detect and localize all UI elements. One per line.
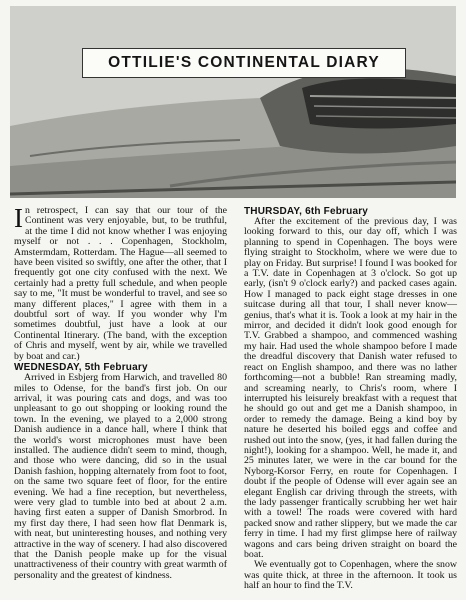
- intro-paragraph: [14, 203, 227, 362]
- title-banner: [82, 48, 406, 78]
- thursday-text-continued: We eventually got to Copenhagen, where the snow was quite thick, at three in the afternoon. It took us half an hour to find the T.V.: [244, 559, 457, 592]
- jet-engine-illustration: [10, 6, 456, 198]
- left-column: [14, 203, 227, 581]
- right-column: [244, 206, 457, 592]
- header-photo: [10, 6, 456, 198]
- thursday-heading: THURSDAY, 6th February: [244, 206, 369, 217]
- wednesday-text: Arrived in Esbjerg from Harwich, and travelled 80 miles to Odense, for the band's first job. On our arrival, it was pouring cats and dogs, and was too unpleasant to go out shopping or looking round the town. In the evening, we played to a 2,000 strong Danish audience in a dance hall, where I think that the world's worst microphones must have been installed. The audience didn't seem to mind, though, and those who were dancing, did so in the usual Danish fashion, hopping alternately from foot to foot, on the same two square feet of floor, for the entire evening. We had a fine reception, but nevertheless, were very glad to tumble into bed at about 2 a.m. having first eaten a supper of Danish Smorbrod. In my first day there, I had seen how flat Denmark is, with neat, but uninteresting houses, and nothing very attractive in the way of scenery. I had also discovered that the Danish people make up for the visual unattractiveness of their country with great warmth of personality and the greatest of kindness.: [14, 372, 227, 581]
- drop-cap: I: [14, 203, 23, 233]
- intro-text: n retrospect, I can say that our tour of the Continent was very enjoyable, but, to be truthful, at the time I did not know whether I was enjoying myself or not . . . Copenhagen, Stockholm, Amstermdam, Rotterdam. The Hague—all seemed to have been visited so swiftly, one after the other, that I frequently got one city confused with the next. We certainly had a pretty full schedule, and when people say to me, "It must be wonderful to travel, and see so many different places," I agree with them in a doubtful sort of way. If you wonder why I'm sometimes doubtful, just have a look at our Continental Itinerary. (The band, with the exception of Chris and myself, went by air, while we travelled by boat and car.): [14, 205, 227, 362]
- wednesday-heading: WEDNESDAY, 5th February: [14, 362, 148, 374]
- thursday-text: After the excitement of the previous day, I was looking forward to this, our day off, which I was planning to spend in Copenhagen. The boys were flying straight to Stockholm, where we were due to play on Friday. But surprise! I found I was booked for a T.V. date in Copenhagen at 3 o'clock. So got up early, (isn't 9 o'clock early?) and packed cases again. How I managed to pack eight stage dresses in one suitcase during all that tour, I shall never know—genius, that's what it is. Took a look at my hair in the mirror, and decided it didn't look good enough for T.V. Grabbed a shampoo, and commenced washing my hair. Had used the whole shampoo before I made the dreadful discovery that Danish water refused to react on English shampoo, and there was no lather forthcoming—not a bubble! Ran streaming madly, and screaming nearly, to Chris's room, where I interrupted his leisurely breakfast with a request that he should go out and get me a Danish shampoo, in order to remedy the damage. Being a kind boy by nature he deserted his boiled eggs and coffee and rushed out into the snow, (yes, it had fallen during the night!), looking for a shampoo. Well, he made it, and 25 minutes later, we were in the car bound for the Nyborg-Korsor Ferry, en route for Copenhagen. I doubt if the people of Odense will ever again see an elegant English car driving through the streets, with the lady passenger frantically scrubbing her wet hair with a towel! The roads were covered with hard packed snow and rather slippery, but we made the car ferry in time. I had my first glimpse here of railway wagons and cars being driven straight on board the boat.: [244, 216, 457, 560]
- article-title: OTTILIE'S CONTINENTAL DIARY: [108, 54, 380, 71]
- article-body: [14, 203, 457, 598]
